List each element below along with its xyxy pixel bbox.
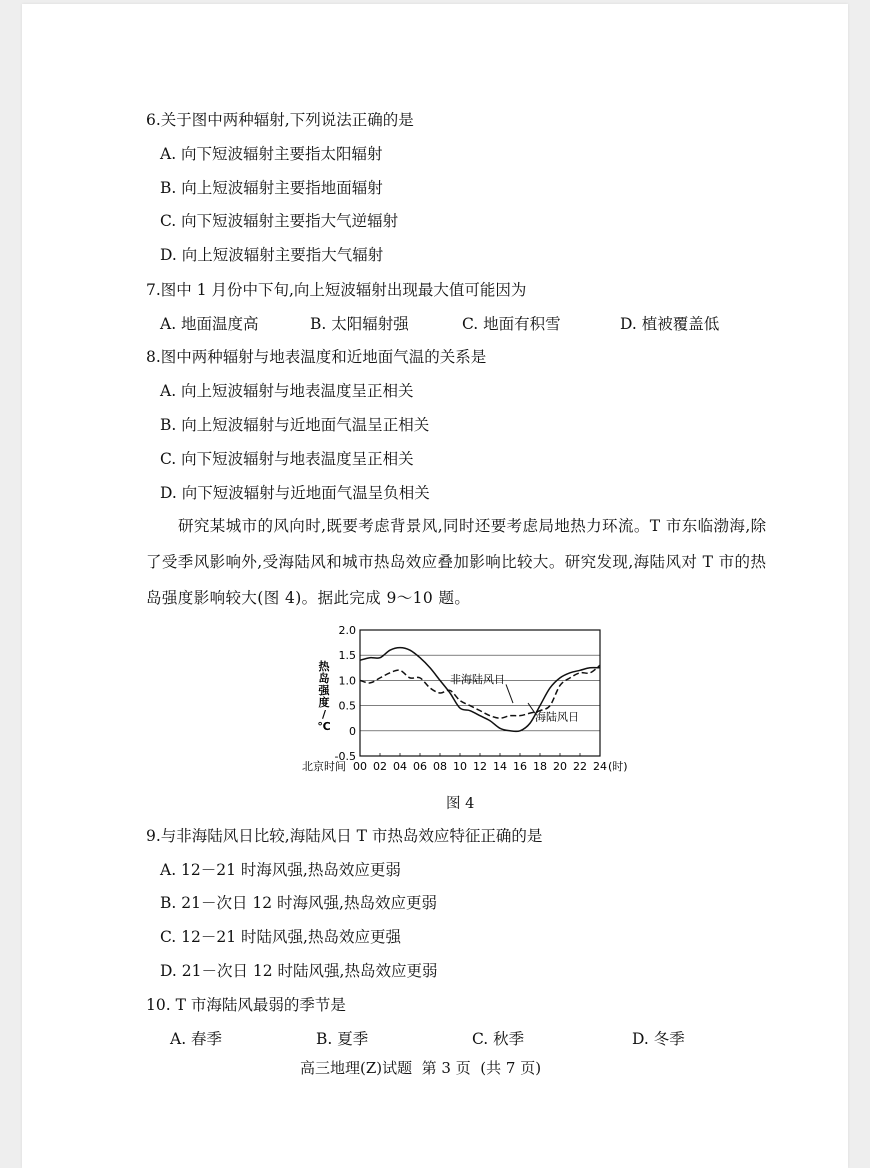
chart-y-tick-label: 2.0 — [338, 624, 356, 637]
chart-x-tick-label: 22 — [573, 760, 587, 773]
question-7-option-c: C. 地面有积雪 — [462, 315, 561, 333]
reading-passage — [146, 508, 776, 616]
chart-x-tick-label: 16 — [513, 760, 527, 773]
question-10-option-a: A. 春季 — [170, 1030, 223, 1048]
chart-plot-frame — [360, 630, 600, 756]
question-8-option-c: C. 向下短波辐射与地表温度呈正相关 — [160, 450, 414, 468]
chart-y-axis-label-char: ℃ — [317, 720, 331, 733]
chart-y-axis-label — [317, 659, 330, 733]
question-6-option-c: C. 向下短波辐射主要指大气逆辐射 — [160, 212, 399, 230]
question-6-stem: 6.关于图中两种辐射,下列说法正确的是 — [146, 111, 414, 129]
chart-x-tick-label: 18 — [533, 760, 547, 773]
chart-y-axis-label-char: 热 — [318, 660, 330, 673]
question-9-option-d: D. 21－次日 12 时陆风强,热岛效应更弱 — [160, 962, 438, 980]
chart-x-tick-label: 24 — [593, 760, 607, 773]
question-7-stem: 7.图中 1 月份中下旬,向上短波辐射出现最大值可能因为 — [146, 281, 527, 299]
question-8-option-b: B. 向上短波辐射与近地面气温呈正相关 — [160, 416, 430, 434]
chart-y-axis-label-char: 强 — [318, 684, 330, 697]
chart-x-axis-label: 北京时间 — [302, 760, 346, 773]
chart-gridlines — [360, 630, 600, 756]
question-10-option-b: B. 夏季 — [316, 1030, 369, 1048]
chart-y-axis-label-char: 岛 — [318, 672, 330, 685]
question-10-option-c: C. 秋季 — [472, 1030, 525, 1048]
chart-y-ticks — [335, 624, 356, 763]
passage-text: 研究某城市的风向时,既要考虑背景风,同时还要考虑局地热力环流。T 市东临渤海,除了受季风影响外,受海陆风和城市热岛效应叠加影响比较大。研究发现,海陆风对 T 市的热岛强度影响较大(图 4)。据此完成 9～10 题。 — [146, 517, 767, 607]
chart-x-unit: (时) — [608, 760, 628, 773]
question-9-option-c: C. 12－21 时陆风强,热岛效应更强 — [160, 928, 401, 946]
chart-pointer-non — [506, 684, 513, 703]
heat-island-chart — [290, 620, 630, 780]
chart-x-tick-label: 00 — [353, 760, 367, 773]
chart-y-tick-label: 1.5 — [338, 649, 356, 663]
question-10-options — [170, 1029, 790, 1049]
chart-label-non-sea-land-breeze: 非海陆风日 — [450, 672, 505, 686]
question-8-option-a: A. 向上短波辐射与地表温度呈正相关 — [160, 382, 414, 400]
chart-y-tick-label: 0.5 — [338, 699, 356, 713]
chart-x-tick-label: 12 — [473, 760, 487, 773]
chart-x-tick-label: 04 — [393, 760, 407, 773]
figure-caption: 图 4 — [446, 796, 475, 812]
chart-label-sea-land-breeze: 海陆风日 — [535, 710, 579, 724]
chart-x-tick-label: 20 — [553, 760, 567, 773]
chart-y-tick-label: -0.5 — [334, 750, 356, 763]
question-9-option-a: A. 12－21 时海风强,热岛效应更弱 — [160, 861, 401, 879]
chart-x-tick-label: 10 — [453, 760, 467, 773]
question-9-option-b: B. 21－次日 12 时海风强,热岛效应更弱 — [160, 894, 437, 912]
chart-y-tick-label: 0 — [349, 724, 356, 738]
question-6-option-a: A. 向下短波辐射主要指太阳辐射 — [160, 145, 383, 163]
question-6-option-d: D. 向上短波辐射主要指大气辐射 — [160, 246, 384, 264]
question-10-option-d: D. 冬季 — [632, 1030, 685, 1048]
page-footer: 高三地理(Z)试题 第 3 页 (共 7 页) — [300, 1059, 542, 1077]
question-6-option-b: B. 向上短波辐射主要指地面辐射 — [160, 179, 383, 197]
chart-x-tick-label: 02 — [373, 760, 387, 773]
chart-x-tick-label: 06 — [413, 760, 427, 773]
chart-y-axis-label-char: / — [321, 708, 327, 721]
question-10-stem: 10. T 市海陆风最弱的季节是 — [146, 996, 346, 1014]
question-7-option-a: A. 地面温度高 — [160, 315, 259, 333]
question-7-option-b: B. 太阳辐射强 — [310, 315, 409, 333]
chart-x-tick-label: 14 — [493, 760, 507, 773]
question-8-option-d: D. 向下短波辐射与近地面气温呈负相关 — [160, 484, 430, 502]
question-8-stem: 8.图中两种辐射与地表温度和近地面气温的关系是 — [146, 348, 487, 366]
chart-y-tick-label: 1.0 — [338, 674, 356, 688]
question-7-options — [160, 314, 780, 334]
question-7-option-d: D. 植被覆盖低 — [620, 315, 720, 333]
chart-pointer-sea — [528, 703, 535, 713]
question-9-stem: 9.与非海陆风日比较,海陆风日 T 市热岛效应特征正确的是 — [146, 827, 543, 845]
chart-y-axis-label-char: 度 — [318, 696, 330, 709]
chart-x-tick-label: 08 — [433, 760, 447, 773]
